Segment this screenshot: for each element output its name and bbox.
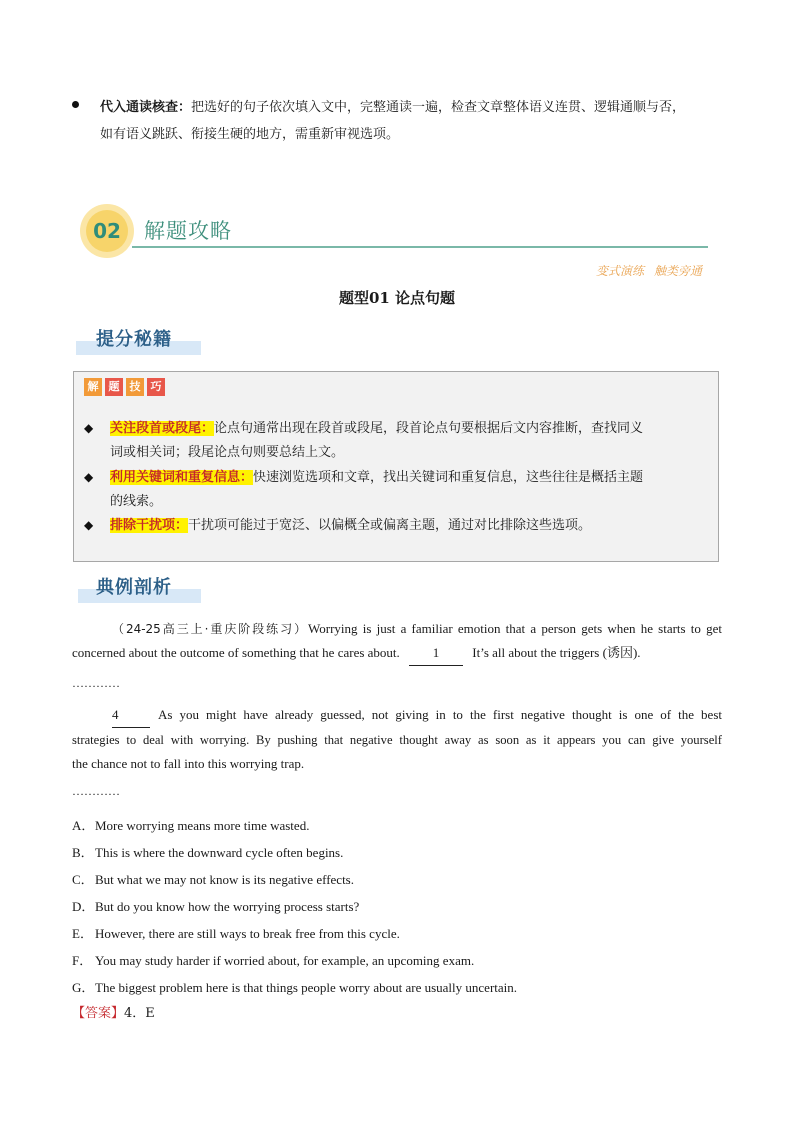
question-type-title: 题型01 论点句题 [338, 289, 456, 307]
section-number: 02 [93, 219, 121, 243]
blank-1: 1 [409, 641, 463, 666]
tip-item-1-text-cont: 词或相关词；段尾论点句则要总结上文。 [110, 445, 345, 460]
tip-item-2-text: 快速浏览选项和文章，找出关键词和重复信息，这些往往是概括主题 [253, 470, 644, 485]
option-text: You may study harder if worried about, for example, an upcoming exam. [95, 953, 475, 968]
passage-p1-line2a: concerned about the outcome of something that he cares about. [72, 645, 400, 660]
section-title: 解题攻略 [144, 219, 232, 243]
tip-item-3 [110, 514, 708, 538]
option-f [72, 950, 474, 969]
tip-item-2-text-cont: 的线索。 [110, 494, 163, 509]
section-subtitle [596, 262, 702, 279]
option-text: More worrying means more time wasted. [95, 818, 310, 833]
answer-value: 4．E [124, 1006, 155, 1021]
ellipsis-1: ………… [72, 676, 120, 690]
passage-source: （24-25高三上·重庆阶段练习） [112, 622, 309, 636]
intro-bullet-line2: 如有语义跳跃、衔接生硬的地方，需重新审视选项。 [100, 127, 400, 142]
option-d [72, 896, 359, 915]
banner-example-label: 典例剖析 [96, 577, 172, 598]
tips-tag: 巧 [147, 378, 165, 396]
tip-item-2-label: 利用关键词和重复信息： [110, 470, 254, 485]
tip-item-1-label: 关注段首或段尾： [110, 421, 215, 436]
option-c [72, 869, 354, 888]
tips-tag: 技 [126, 378, 144, 396]
answer-label: 【答案】 [72, 1006, 125, 1021]
intro-bullet-lead: 代入通读核查： [100, 100, 192, 115]
option-letter: A． [72, 818, 95, 833]
diamond-bullet-icon: ◆ [84, 518, 94, 532]
passage-p1-line1: Worrying is just a familiar emotion that a person gets when he starts to get [308, 621, 722, 636]
tip-item-1-text: 论点句通常出现在段首或段尾，段首论点句要根据后文内容推断，查找同义 [214, 421, 644, 436]
option-e [72, 923, 400, 942]
option-letter: D． [72, 899, 95, 914]
passage-p2-line1: As you might have already guessed, not giving in to the first negative thought is one of the best [158, 707, 722, 722]
option-letter: B． [72, 845, 94, 860]
diamond-bullet-icon: ◆ [84, 421, 94, 435]
option-g [72, 977, 517, 996]
tip-item-3-text: 干扰项可能过于宽泛、以偏概全或偏离主题，通过对比排除这些选项。 [188, 518, 592, 533]
tips-tag: 解 [84, 378, 102, 396]
diamond-bullet-icon: ◆ [84, 470, 94, 484]
option-letter: F． [72, 953, 93, 968]
ellipsis-2: ………… [72, 784, 120, 798]
passage-paragraph-2 [72, 703, 722, 776]
section-subtitle-right: 触类旁通 [654, 264, 703, 278]
passage-p1-line2b: It’s all about the triggers (诱因). [472, 645, 641, 660]
tip-item-3-label: 排除干扰项： [110, 518, 189, 533]
tip-item-2 [110, 466, 708, 514]
option-text: But what we may not know is its negative effects. [95, 872, 354, 887]
option-letter: G． [72, 980, 95, 995]
option-letter: C． [72, 872, 94, 887]
intro-bullet-line1: 把选好的句子依次填入文中，完整通读一遍，检查文章整体语义连贯、逻辑通顺与否， [191, 100, 686, 115]
bullet-dot [72, 101, 79, 108]
passage-paragraph-1 [72, 617, 722, 666]
banner-tips-label: 提分秘籍 [96, 329, 172, 350]
passage-p2-line2: strategies to deal with worrying. By pushing that negative thought away as soon as it appears you can give yourself [72, 733, 722, 747]
option-letter: E． [72, 926, 93, 941]
tips-tag: 题 [105, 378, 123, 396]
answer-line [72, 1002, 155, 1021]
intro-bullet-text [100, 94, 740, 148]
option-text: This is where the downward cycle often begins. [95, 845, 344, 860]
option-text: But do you know how the worrying process starts? [95, 899, 360, 914]
blank-4: 4 [112, 703, 150, 728]
option-text: However, there are still ways to break free from this cycle. [95, 926, 400, 941]
option-b [72, 842, 343, 861]
section-subtitle-left: 变式演练 [596, 264, 645, 278]
option-a [72, 815, 309, 834]
tip-item-1 [110, 417, 708, 465]
passage-p2-line3: the chance not to fall into this worrying trap. [72, 756, 305, 771]
section-divider [132, 246, 708, 248]
option-text: The biggest problem here is that things people worry about are usually uncertain. [95, 980, 518, 995]
